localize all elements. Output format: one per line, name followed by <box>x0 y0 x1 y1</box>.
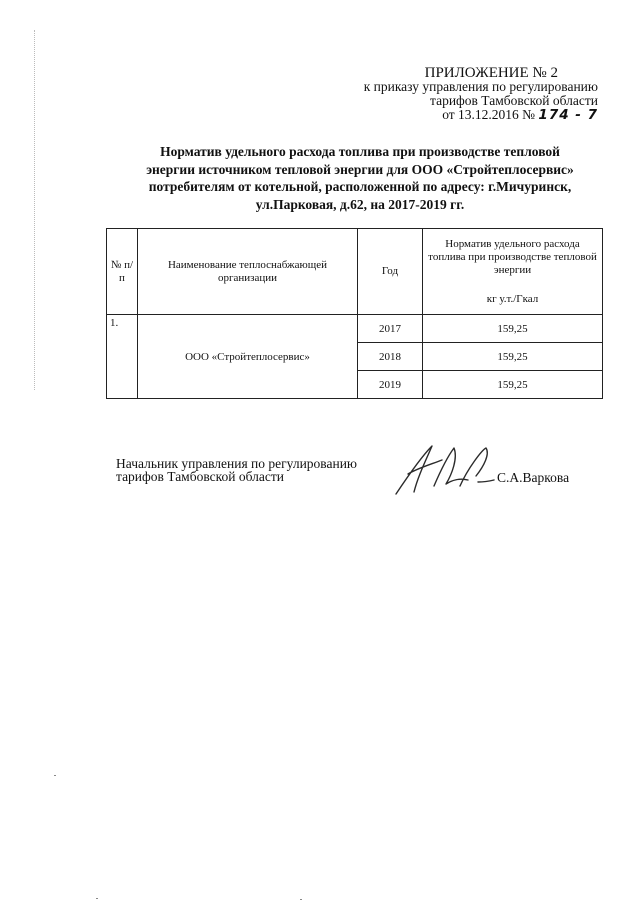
order-date: от 13.12.2016 № <box>442 107 536 122</box>
title-line-1: Норматив удельного расхода топлива при производстве тепловой <box>160 144 560 159</box>
signer-position <box>116 457 357 483</box>
handwritten-signature <box>390 438 495 500</box>
appendix-line-3 <box>364 108 598 122</box>
header-norm-text: Норматив удельного расхода топлива при производстве тепловой энергии <box>428 237 597 276</box>
title-line-2: энергии источником тепловой энергии для ООО «Стройтеплосервис» <box>146 161 574 177</box>
header-norm-unit: кг у.т./Гкал <box>486 292 539 305</box>
norm-value-cell: 159,25 <box>423 343 603 371</box>
signer-position-line-1: Начальник управления по регулированию <box>116 456 358 471</box>
title-line-3: потребителям от котельной, расположенной по адресу: г.Мичуринск, <box>148 179 572 194</box>
scan-speck <box>96 898 98 899</box>
appendix-header <box>364 66 598 122</box>
document-title <box>110 143 610 213</box>
scan-speck <box>54 775 56 776</box>
appendix-title: ПРИЛОЖЕНИЕ № 2 <box>424 65 558 81</box>
table-row <box>107 315 603 343</box>
norm-value-cell: 159,25 <box>423 371 603 399</box>
table-header-row <box>107 229 603 315</box>
appendix-line-1: к приказу управления по регулированию <box>363 79 598 94</box>
year-cell: 2018 <box>358 343 423 371</box>
appendix-line-2: тарифов Тамбовской области <box>430 93 598 108</box>
scan-margin-line <box>34 30 35 390</box>
row-number: 1. <box>107 315 138 399</box>
header-num: № п/п <box>107 229 138 315</box>
title-line-4: ул.Парковая, д.62, на 2017-2019 гг. <box>255 196 465 212</box>
norm-value-cell: 159,25 <box>423 315 603 343</box>
year-cell: 2019 <box>358 371 423 399</box>
year-cell: 2017 <box>358 315 423 343</box>
header-organization: Наименование теплоснабжающей организации <box>138 229 358 315</box>
signer-position-line-2: тарифов Тамбовской области <box>116 469 284 484</box>
scan-speck <box>300 899 302 900</box>
organization-name: ООО «Стройтеплосервис» <box>138 315 358 399</box>
header-year: Год <box>358 229 423 315</box>
norms-table <box>106 228 603 399</box>
order-number-handwritten: 174 - 7 <box>538 107 598 123</box>
header-norm <box>423 229 603 315</box>
signer-name: С.А.Варкова <box>497 470 570 485</box>
